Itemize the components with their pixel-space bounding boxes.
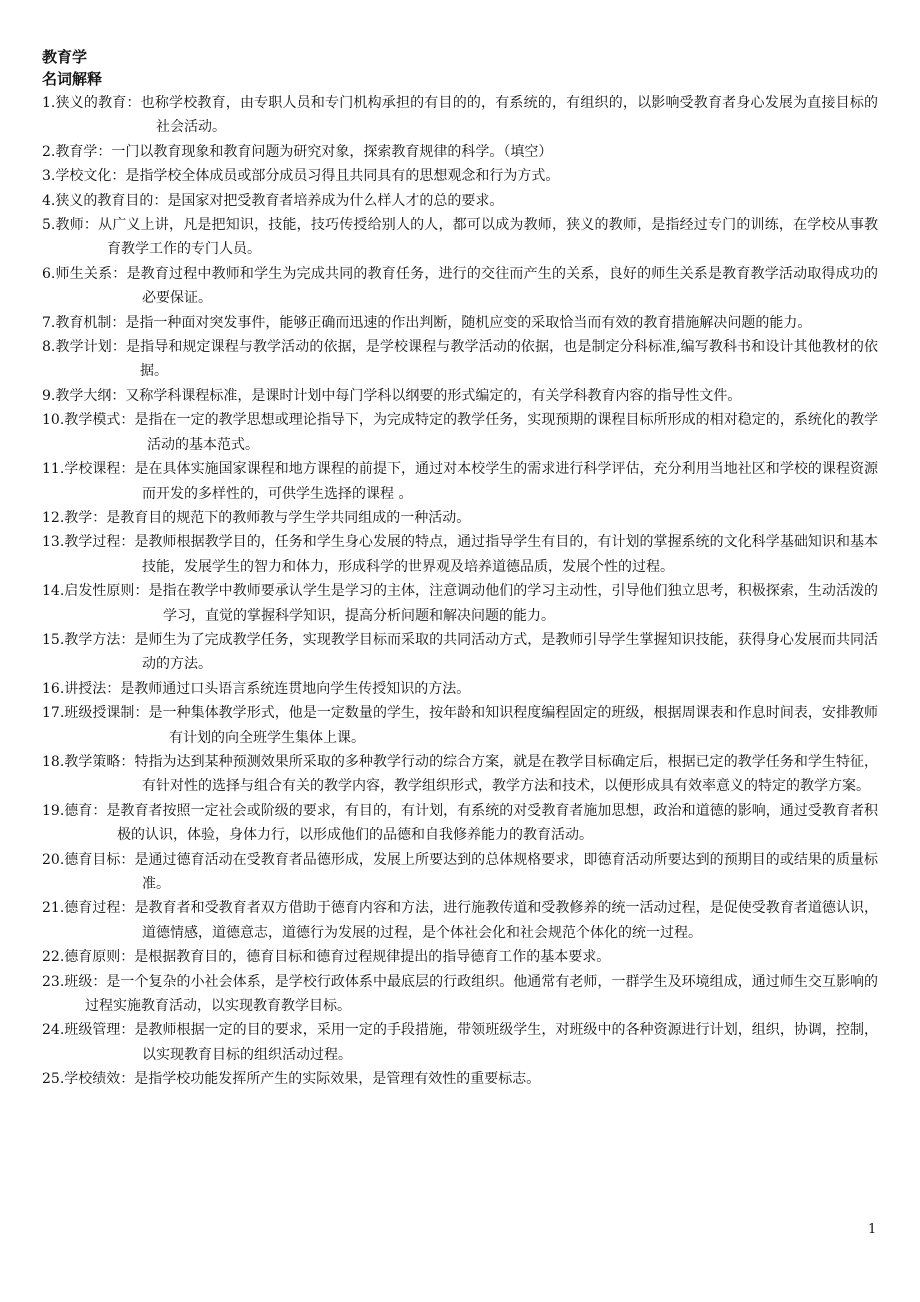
- term-entry: 17.班级授课制：是一种集体教学形式，他是一定数量的学生，按年龄和知识程度编程固定的班级，根据周课表和作息时间表，安排教师有计划的向全班学生集体上课。: [42, 705, 879, 746]
- term-entry: 8.教学计划：是指导和规定课程与教学活动的依据，是学校课程与教学活动的依据，也是制定分科标准,编写教科书和设计其他教材的依据。: [42, 339, 879, 380]
- term-entry: 15.教学方法：是师生为了完成教学任务，实现教学目标而采取的共同活动方式，是教师引导学生掌握知识技能，获得身心发展而共同活动的方法。: [42, 631, 879, 673]
- term-entry: 13.教学过程：是教师根据教学目的，任务和学生身心发展的特点，通过指导学生有目的，有计划的掌握系统的文化科学基础知识和基本技能，发展学生的智力和体力，形成科学的世界观及培养道德品质，发展个性的过程。: [42, 534, 879, 575]
- term-list: [42, 91, 878, 1092]
- term-entry: 10.教学模式：是指在一定的教学思想或理论指导下，为完成特定的教学任务，实现预期的课程目标所形成的相对稳定的，系统化的教学活动的基本范式。: [42, 412, 879, 453]
- page-number: 1: [868, 1222, 877, 1237]
- term-entry: 18.教学策略：特指为达到某种预测效果所采取的多种教学行动的综合方案，就是在教学目标确定后，根据已定的教学任务和学生特征，有针对性的选择与组合有关的教学内容，教学组织形式，教学方法和技术，以便形成具有效率意义的特定的教学方案。: [42, 753, 879, 795]
- term-entry: 21.德育过程：是教育者和受教育者双方借助于德育内容和方法，进行施教传道和受教修养的统一活动过程，是促使受教育者道德认识，道德情感，道德意志，道德行为发展的过程，是个体社会化和社会规范个体化的统一过程。: [42, 900, 879, 941]
- term-entry: 11.学校课程：是在具体实施国家课程和地方课程的前提下，通过对本校学生的需求进行科学评估，充分利用当地社区和学校的课程资源而开发的多样性的，可供学生选择的课程 。: [42, 461, 879, 502]
- term-entry: 16.讲授法：是教师通过口头语言系统连贯地向学生传授知识的方法。: [42, 680, 471, 697]
- term-entry: 25.学校绩效：是指学校功能发挥所产生的实际效果，是管理有效性的重要标志。: [42, 1071, 541, 1088]
- section-title: 名词解释: [42, 70, 103, 88]
- term-entry: 5.教师：从广义上讲，凡是把知识，技能，技巧传授给别人的人，都可以成为教师，狭义的教师，是指经过专门的训练，在学校从事教育教学工作的专门人员。: [42, 217, 878, 258]
- term-entry: 7.教育机制：是指一种面对突发事件，能够正确而迅速的作出判断，随机应变的采取恰当而有效的教育措施解决问题的能力。: [42, 314, 812, 331]
- term-entry: 24.班级管理：是教师根据一定的目的要求，采用一定的手段措施，带领班级学生，对班级中的各种资源进行计划，组织，协调，控制，以实现教育目标的组织活动过程。: [42, 1022, 879, 1063]
- term-entry: 3.学校文化：是指学校全体成员或部分成员习得且共同具有的思想观念和行为方式。: [42, 168, 560, 185]
- term-entry: 20.德育目标：是通过德育活动在受教育者品德形成，发展上所要达到的总体规格要求，即德育活动所要达到的预期目的或结果的质量标准。: [42, 851, 879, 892]
- document-title: 教育学: [42, 48, 88, 66]
- term-entry: 1.狭义的教育：也称学校教育，由专职人员和专门机构承担的有目的的，有系统的，有组织的，以影响受教育者身心发展为直接目标的社会活动。: [42, 95, 879, 136]
- term-entry: 23.班级：是一个复杂的小社会体系，是学校行政体系中最底层的行政组织。他通常有老师，一群学生及环境组成，通过师生交互影响的过程实施教育活动，以实现教育教学目标。: [42, 973, 879, 1015]
- term-entry: 2.教育学：一门以教育现象和教育问题为研究对象，探索教育规律的科学。（填空）: [42, 143, 553, 160]
- term-entry: 22.德育原则：是根据教育目的，德育目标和德育过程规律提出的指导德育工作的基本要求。: [42, 949, 611, 966]
- term-entry: 12.教学：是教育目的规范下的教师教与学生学共同组成的一种活动。: [42, 509, 471, 526]
- term-entry: 9.教学大纲：又称学科课程标准，是课时计划中每门学科以纲要的形式编定的，有关学科教育内容的指导性文件。: [42, 387, 742, 404]
- term-entry: 14.启发性原则：是指在教学中教师要承认学生是学习的主体，注意调动他们的学习主动性，引导他们独立思考，积极探索，生动活泼的学习，直觉的掌握科学知识，提高分析问题和解决问题的能力。: [42, 583, 879, 624]
- term-entry: 4.狭义的教育目的：是国家对把受教育者培养成为什么样人才的总的要求。: [42, 192, 504, 209]
- term-entry: 6.师生关系：是教育过程中教师和学生为完成共同的教育任务，进行的交往而产生的关系，良好的师生关系是教育教学活动取得成功的必要保证。: [42, 265, 879, 307]
- page-content: [42, 46, 878, 1092]
- term-entry: 19.德育：是教育者按照一定社会或阶级的要求，有目的，有计划，有系统的对受教育者施加思想，政治和道德的影响，通过受教育者积极的认识，体验，身体力行，以形成他们的品德和自我修养能力的教育活动。: [42, 802, 879, 844]
